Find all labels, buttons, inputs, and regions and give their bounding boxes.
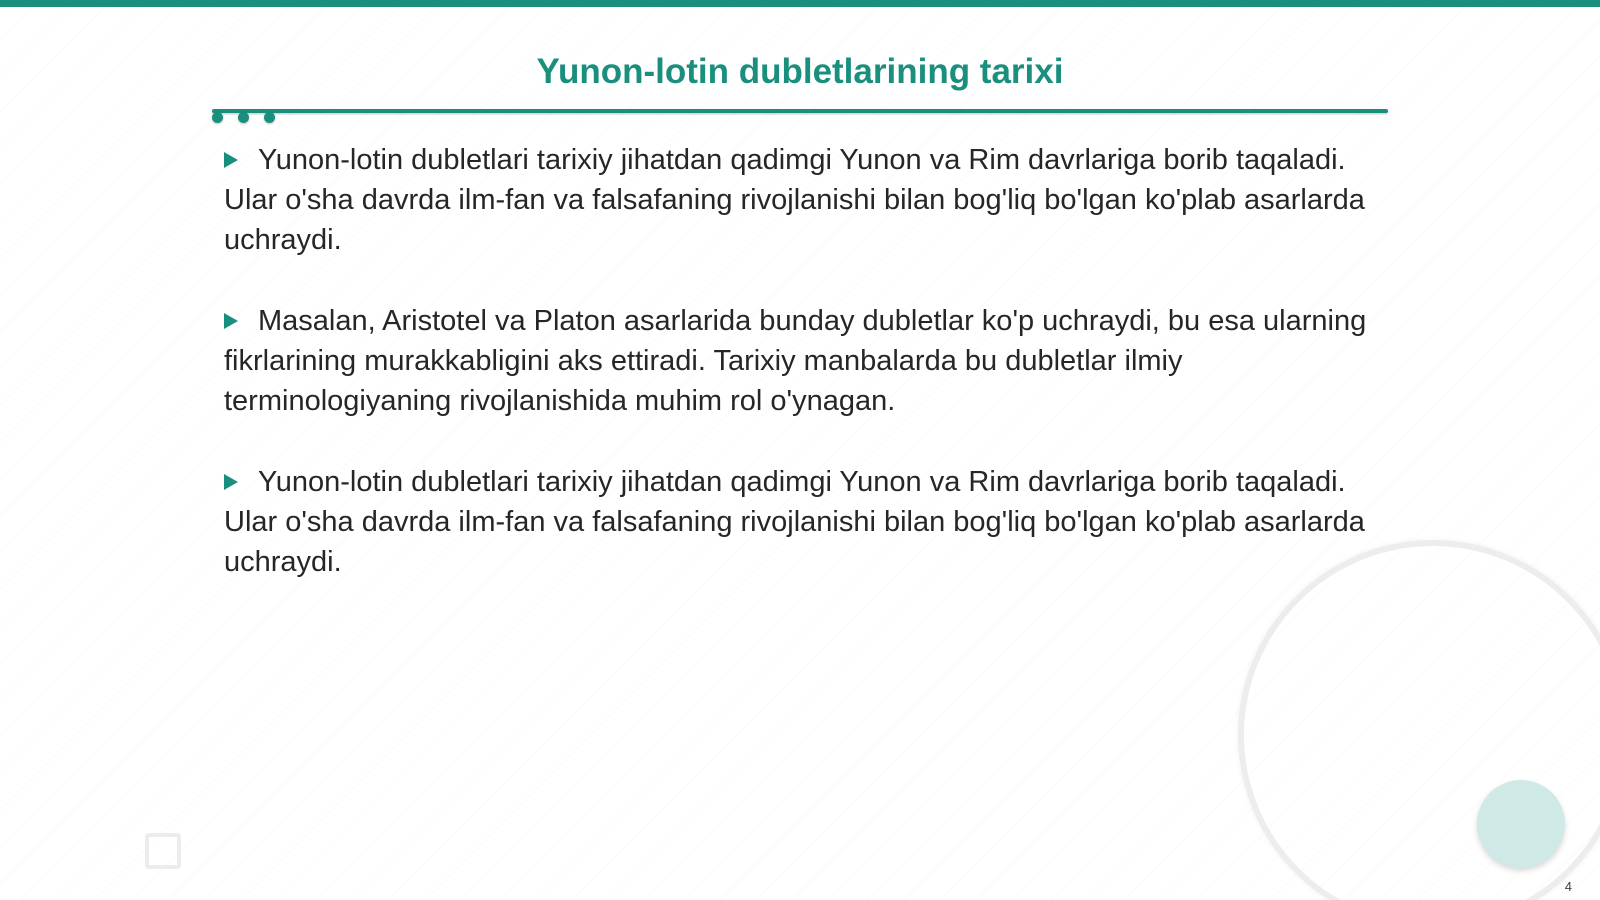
bullet-text: Yunon-lotin dubletlari tarixiy jihatdan qadimgi Yunon va Rim davrlariga borib taqaladi. Ular o'sha davrda ilm-fan va falsafaning rivojlanishi bilan bog'liq bo'lgan ko'plab asarlarda uchraydi.: [224, 144, 1365, 256]
triangle-right-icon: [224, 474, 238, 490]
bullet-item: [224, 301, 1394, 421]
page-number: 4: [1564, 879, 1572, 894]
top-accent-bar: [0, 0, 1600, 7]
decorative-circle: [1477, 780, 1565, 868]
triangle-right-icon: [224, 152, 238, 168]
dot-icon: [264, 112, 275, 123]
dot-icon: [212, 112, 223, 123]
triangle-right-icon: [224, 313, 238, 329]
bullet-list: [224, 140, 1394, 623]
slide-title: Yunon-lotin dubletlarining tarixi: [536, 52, 1064, 91]
bullet-item: [224, 462, 1394, 582]
dot-icon: [238, 112, 249, 123]
bullet-text: Yunon-lotin dubletlari tarixiy jihatdan qadimgi Yunon va Rim davrlariga borib taqaladi. Ular o'sha davrda ilm-fan va falsafaning rivojlanishi bilan bog'liq bo'lgan ko'plab asarlarda uchraydi.: [224, 466, 1365, 578]
decorative-square: [145, 833, 181, 869]
bullet-text: Masalan, Aristotel va Platon asarlarida bunday dubletlar ko'p uchraydi, bu esa ularning fikrlarining murakkabligini aks ettiradi. Tarixiy manbalarda bu dubletlar ilmiy terminologiyaning rivojlanishida muhim rol o'ynagan.: [224, 305, 1367, 417]
bullet-item: [224, 140, 1394, 260]
title-underline: [212, 109, 1388, 113]
